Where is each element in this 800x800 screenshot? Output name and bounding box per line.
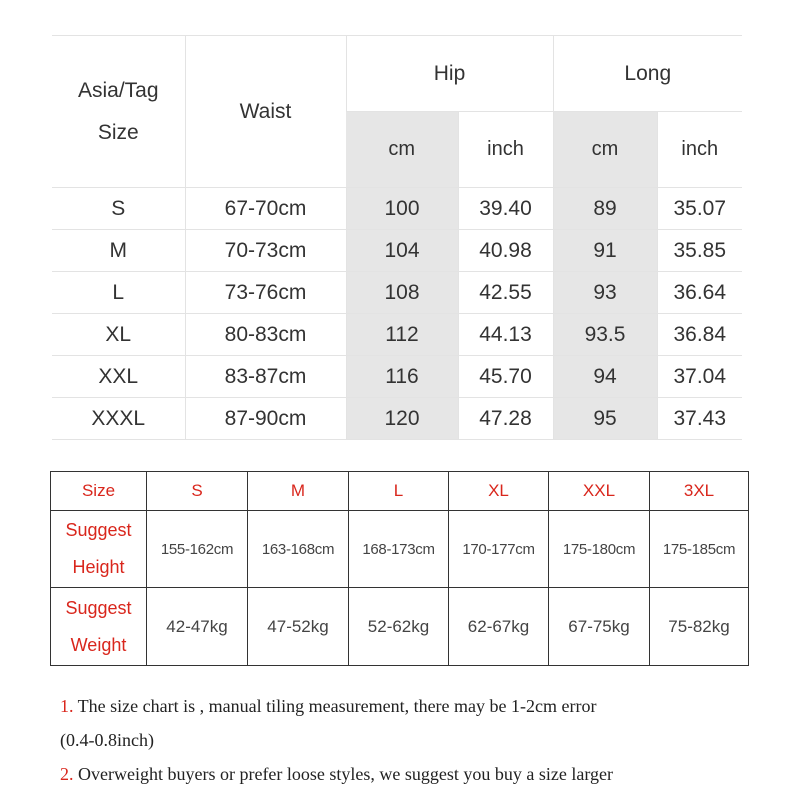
long-cm-cell: 93.5 <box>553 314 657 356</box>
long-inch-cell: 35.07 <box>657 188 742 230</box>
note-text: The size chart is , manual tiling measurement, there may be 1-2cm error <box>73 696 597 716</box>
hip-inch-header: inch <box>458 112 553 188</box>
note-number: 1. <box>60 696 74 716</box>
size-chart-table <box>52 35 742 440</box>
hip-cm-cell: 104 <box>346 230 458 272</box>
height-cell: 168-173cm <box>349 511 449 588</box>
table-row <box>52 188 742 230</box>
size-header-s: S <box>147 472 248 511</box>
height-cell: 170-177cm <box>449 511 549 588</box>
size-header-xxl: XXL <box>549 472 650 511</box>
suggest-height-label: Suggest Height <box>51 511 147 588</box>
hip-inch-cell: 42.55 <box>458 272 553 314</box>
long-cm-cell: 95 <box>553 398 657 440</box>
suggest-height-row <box>51 511 749 588</box>
waist-cell: 73-76cm <box>185 272 346 314</box>
hip-inch-cell: 44.13 <box>458 314 553 356</box>
long-inch-cell: 36.64 <box>657 272 742 314</box>
hip-inch-cell: 39.40 <box>458 188 553 230</box>
note-text: (0.4-0.8inch) <box>60 730 154 750</box>
size-header-l: L <box>349 472 449 511</box>
long-column-header: Long <box>553 36 742 112</box>
long-cm-cell: 89 <box>553 188 657 230</box>
table-row <box>52 230 742 272</box>
suggest-size-table <box>50 471 749 666</box>
long-cm-cell: 91 <box>553 230 657 272</box>
waist-cell: 87-90cm <box>185 398 346 440</box>
table-row <box>52 356 742 398</box>
hip-cm-cell: 112 <box>346 314 458 356</box>
height-cell: 155-162cm <box>147 511 248 588</box>
note-number: 2. <box>60 764 74 784</box>
hip-cm-header: cm <box>346 112 458 188</box>
size-cell: XXXL <box>52 398 185 440</box>
height-cell: 163-168cm <box>248 511 349 588</box>
hip-column-header: Hip <box>346 36 553 112</box>
waist-cell: 80-83cm <box>185 314 346 356</box>
suggest-weight-row <box>51 588 749 666</box>
weight-cell: 52-62kg <box>349 588 449 666</box>
hip-inch-cell: 45.70 <box>458 356 553 398</box>
long-inch-header: inch <box>657 112 742 188</box>
note-2 <box>60 757 780 791</box>
size-cell: S <box>52 188 185 230</box>
size-row-label: Size <box>51 472 147 511</box>
long-inch-cell: 37.04 <box>657 356 742 398</box>
note-text: Overweight buyers or prefer loose styles, we suggest you buy a size larger <box>73 764 614 784</box>
size-header-xl: XL <box>449 472 549 511</box>
size-header-m: M <box>248 472 349 511</box>
hip-inch-cell: 47.28 <box>458 398 553 440</box>
hip-inch-cell: 40.98 <box>458 230 553 272</box>
table-row <box>52 272 742 314</box>
long-inch-cell: 35.85 <box>657 230 742 272</box>
suggest-weight-label: Suggest Weight <box>51 588 147 666</box>
size-column-header: Asia/Tag Size <box>52 36 185 188</box>
hip-cm-cell: 120 <box>346 398 458 440</box>
weight-cell: 62-67kg <box>449 588 549 666</box>
waist-cell: 70-73cm <box>185 230 346 272</box>
long-inch-cell: 36.84 <box>657 314 742 356</box>
size-cell: XXL <box>52 356 185 398</box>
long-cm-cell: 93 <box>553 272 657 314</box>
waist-cell: 83-87cm <box>185 356 346 398</box>
hip-cm-cell: 100 <box>346 188 458 230</box>
weight-cell: 75-82kg <box>650 588 749 666</box>
size-cell: M <box>52 230 185 272</box>
size-cell: L <box>52 272 185 314</box>
table-row <box>52 398 742 440</box>
height-cell: 175-180cm <box>549 511 650 588</box>
size-header-3xl: 3XL <box>650 472 749 511</box>
long-cm-cell: 94 <box>553 356 657 398</box>
size-notes <box>60 689 780 791</box>
waist-column-header: Waist <box>185 36 346 188</box>
long-inch-cell: 37.43 <box>657 398 742 440</box>
weight-cell: 47-52kg <box>248 588 349 666</box>
weight-cell: 42-47kg <box>147 588 248 666</box>
weight-cell: 67-75kg <box>549 588 650 666</box>
hip-cm-cell: 108 <box>346 272 458 314</box>
note-1-continued <box>60 723 780 757</box>
table-row <box>52 314 742 356</box>
size-row <box>51 472 749 511</box>
height-cell: 175-185cm <box>650 511 749 588</box>
long-cm-header: cm <box>553 112 657 188</box>
note-1 <box>60 689 780 723</box>
waist-cell: 67-70cm <box>185 188 346 230</box>
hip-cm-cell: 116 <box>346 356 458 398</box>
size-cell: XL <box>52 314 185 356</box>
